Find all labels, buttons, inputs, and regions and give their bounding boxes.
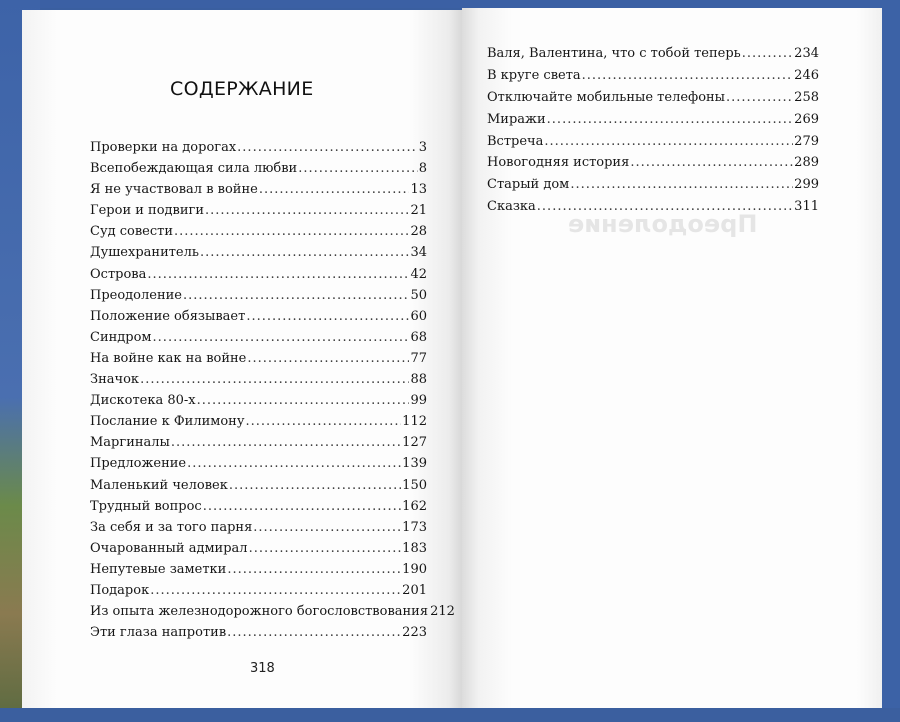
toc-entry-title: Встреча <box>487 133 544 149</box>
page-number: 318 <box>250 661 275 676</box>
toc-entry <box>90 161 427 182</box>
toc-entry-title: В круге света <box>487 67 581 83</box>
toc-heading: СОДЕРЖАНИЕ <box>170 78 314 100</box>
toc-entry-page: 21 <box>410 203 427 219</box>
toc-entry-title: Маргиналы <box>90 435 170 451</box>
toc-entry-page: 127 <box>402 435 427 451</box>
toc-entry <box>487 68 819 90</box>
toc-entry-title: Значок <box>90 372 140 388</box>
toc-dot-leader <box>253 520 401 535</box>
toc-dot-leader <box>247 351 409 366</box>
toc-entry-page: 77 <box>410 350 427 366</box>
toc-dot-leader <box>246 309 409 324</box>
toc-entry-page: 279 <box>794 133 819 149</box>
toc-entry-page: 88 <box>410 372 427 388</box>
toc-list-left <box>90 140 455 646</box>
toc-entry <box>90 520 427 541</box>
toc-entry <box>90 499 427 520</box>
toc-dot-leader <box>171 435 401 450</box>
toc-entry <box>90 393 427 414</box>
toc-list-right <box>487 46 819 221</box>
toc-dot-leader <box>537 199 793 214</box>
toc-entry-title: Синдром <box>90 329 152 345</box>
toc-dot-leader <box>183 288 409 303</box>
toc-entry <box>90 224 427 245</box>
toc-entry-title: Душехранитель <box>90 245 199 261</box>
toc-entry-page: 34 <box>410 245 427 261</box>
show-through-title: Преодоление <box>568 210 758 238</box>
toc-entry <box>90 541 427 562</box>
toc-entry-title: Послание к Филимону <box>90 414 245 430</box>
toc-dot-leader <box>205 203 409 218</box>
toc-dot-leader <box>726 90 793 105</box>
toc-entry-title: Миражи <box>487 111 546 127</box>
book-cover-bottom <box>0 708 900 722</box>
toc-entry-page: 183 <box>402 540 427 556</box>
toc-dot-leader <box>742 46 793 61</box>
toc-dot-leader <box>246 414 402 429</box>
toc-dot-leader <box>197 393 410 408</box>
book-cover-top <box>0 0 900 8</box>
toc-entry-page: 112 <box>402 414 427 430</box>
toc-dot-leader <box>153 330 410 345</box>
toc-entry <box>487 134 819 156</box>
toc-entry-title: Суд совести <box>90 224 173 240</box>
toc-entry <box>90 288 427 309</box>
toc-entry <box>487 155 819 177</box>
toc-dot-leader <box>147 267 409 282</box>
toc-dot-leader <box>187 456 401 471</box>
toc-entry-page: 50 <box>410 287 427 303</box>
toc-dot-leader <box>227 562 401 577</box>
toc-entry <box>90 562 427 583</box>
toc-entry <box>90 414 427 435</box>
toc-entry-title: Из опыта железнодорожного богословствования <box>90 604 429 620</box>
toc-dot-leader <box>298 161 418 176</box>
toc-entry-title: Герои и подвиги <box>90 203 204 219</box>
toc-dot-leader <box>227 625 401 640</box>
toc-entry <box>90 456 427 477</box>
toc-entry <box>90 267 427 288</box>
toc-entry-page: 139 <box>402 456 427 472</box>
toc-entry <box>90 182 427 203</box>
toc-dot-leader <box>174 224 409 239</box>
toc-entry-page: 212 <box>430 604 455 620</box>
toc-dot-leader <box>570 177 793 192</box>
toc-entry-page: 42 <box>410 266 427 282</box>
toc-dot-leader <box>203 499 401 514</box>
toc-entry-page: 99 <box>410 393 427 409</box>
toc-entry-page: 162 <box>402 498 427 514</box>
toc-entry-page: 173 <box>402 519 427 535</box>
toc-entry-page: 234 <box>794 46 819 61</box>
toc-entry-page: 68 <box>410 329 427 345</box>
toc-entry <box>90 309 427 330</box>
toc-entry-title: За себя и за того парня <box>90 519 253 535</box>
toc-entry-title: Новогодняя история <box>487 155 630 171</box>
toc-entry-page: 28 <box>410 224 427 240</box>
toc-entry-page: 269 <box>794 111 819 127</box>
toc-entry-title: Проверки на дорогах <box>90 140 237 155</box>
toc-dot-leader <box>140 372 409 387</box>
toc-entry-title: Положение обязывает <box>90 308 246 324</box>
toc-entry <box>90 478 427 499</box>
toc-entry-title: На войне как на войне <box>90 350 247 366</box>
toc-entry <box>90 625 427 646</box>
toc-entry <box>487 90 819 112</box>
toc-entry <box>90 583 427 604</box>
toc-dot-leader <box>630 155 793 170</box>
toc-entry-title: Дискотека 80-х <box>90 393 196 409</box>
toc-entry <box>90 604 455 625</box>
toc-entry-page: 13 <box>410 182 427 198</box>
toc-entry-title: Острова <box>90 266 147 282</box>
toc-entry-page: 8 <box>418 161 427 177</box>
toc-dot-leader <box>150 583 401 598</box>
toc-entry-title: Отключайте мобильные телефоны <box>487 89 726 105</box>
toc-dot-leader <box>582 68 794 83</box>
toc-entry-title: Предложение <box>90 456 187 472</box>
toc-entry <box>90 351 427 372</box>
toc-entry <box>90 203 427 224</box>
toc-entry <box>487 177 819 199</box>
toc-entry <box>90 330 427 351</box>
toc-entry-page: 150 <box>402 477 427 493</box>
toc-entry-title: Сказка <box>487 199 536 215</box>
toc-entry <box>487 46 819 68</box>
toc-entry-page: 246 <box>794 67 819 83</box>
toc-entry-page: 201 <box>402 582 427 598</box>
toc-entry-page: 190 <box>402 561 427 577</box>
toc-entry-page: 60 <box>410 308 427 324</box>
toc-dot-leader <box>249 541 402 556</box>
toc-entry-title: Маленький человек <box>90 477 228 493</box>
toc-entry-title: Трудный вопрос <box>90 498 202 514</box>
toc-entry-page: 299 <box>794 177 819 193</box>
toc-entry-page: 223 <box>402 625 427 641</box>
toc-entry-page: 258 <box>794 89 819 105</box>
toc-entry-title: Валя, Валентина, что с тобой теперь <box>487 46 741 61</box>
toc-entry <box>487 199 819 221</box>
toc-entry <box>90 372 427 393</box>
toc-dot-leader <box>229 478 401 493</box>
toc-dot-leader <box>547 112 794 127</box>
toc-entry-title: Я не участвовал в войне <box>90 182 258 198</box>
toc-entry-title: Всепобеждающая сила любви <box>90 161 298 177</box>
toc-dot-leader <box>544 134 793 149</box>
toc-entry-page: 289 <box>794 155 819 171</box>
toc-entry <box>90 435 427 456</box>
toc-dot-leader <box>200 245 410 260</box>
toc-entry <box>90 140 427 161</box>
toc-entry <box>487 112 819 134</box>
toc-entry-title: Эти глаза напротив <box>90 625 227 641</box>
toc-dot-leader <box>237 140 418 155</box>
toc-entry-title: Старый дом <box>487 177 570 193</box>
toc-entry-page: 3 <box>418 140 427 155</box>
toc-entry-page: 311 <box>794 199 819 215</box>
toc-entry-title: Очарованный адмирал <box>90 540 248 556</box>
toc-entry-title: Преодоление <box>90 287 182 303</box>
toc-entry-title: Непутевые заметки <box>90 561 227 577</box>
toc-dot-leader <box>259 182 410 197</box>
toc-entry <box>90 245 427 266</box>
toc-entry-title: Подарок <box>90 582 150 598</box>
